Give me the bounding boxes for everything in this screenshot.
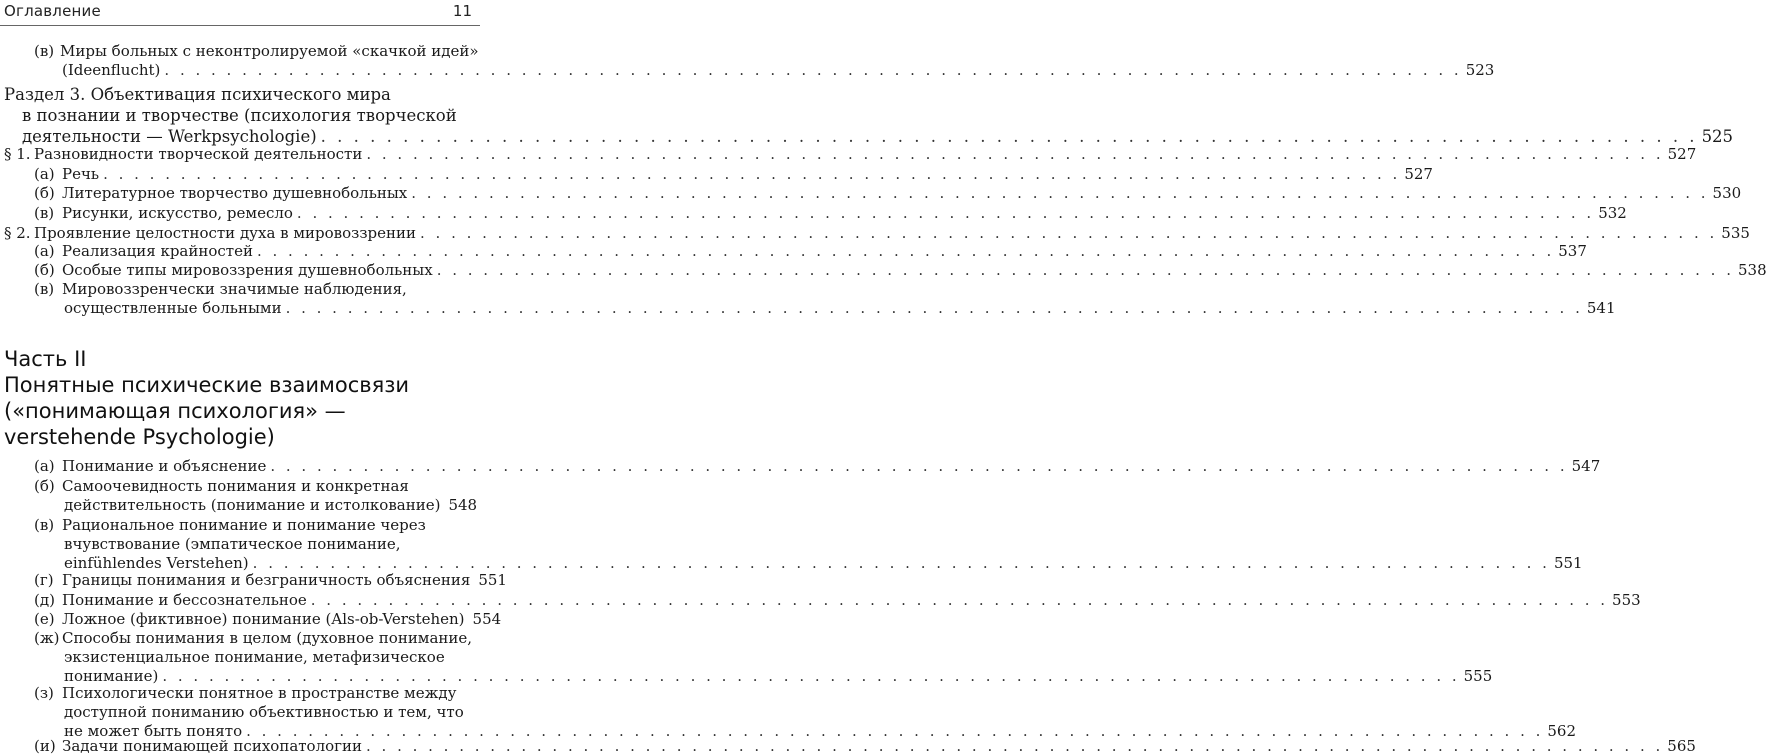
dot-leader [420, 224, 1717, 243]
dot-leader [103, 165, 1400, 184]
toc-entry [34, 477, 478, 515]
entry-label: (в) [34, 516, 55, 534]
entry-title-line: Проявление целостности духа в мировоззрении [34, 224, 416, 242]
entry-page-number: 551 [478, 571, 507, 589]
toc-entry [34, 516, 1583, 573]
part-heading-line: verstehende Psychologie) [4, 425, 275, 449]
entry-page-number: 547 [1571, 457, 1601, 475]
entry-title-line: Задачи понимающей психопатологии [62, 737, 362, 755]
entry-title-line: Миры больных с неконтролируемой «скачкой идей» [60, 42, 479, 60]
entry-page-number: 537 [1558, 242, 1587, 260]
part-heading-line: Часть II [4, 347, 87, 371]
toc-entry [34, 261, 1767, 280]
toc-entry [34, 204, 1627, 223]
entry-title-line: Ложное (фиктивное) понимание (Als-ob-Verstehen) [62, 610, 465, 628]
toc-entry [34, 457, 1601, 476]
running-header-title: Оглавление [4, 2, 101, 20]
section-heading [4, 84, 1734, 147]
entry-title-line: Реализация крайностей [62, 242, 253, 260]
dot-leader [297, 204, 1594, 223]
entry-page-number: 554 [472, 610, 502, 628]
part-heading-line: Понятные психические взаимосвязи [4, 373, 410, 397]
entry-title-line: понимание) [64, 667, 159, 685]
dot-leader [311, 591, 1608, 610]
entry-label: (а) [34, 457, 55, 475]
entry-title-line: Речь [62, 165, 100, 183]
part-heading-line: («понимающая психология» — [4, 399, 346, 423]
entry-title-line: Мировоззренчески значимые наблюдения, [62, 280, 407, 298]
entry-title-line: Самоочевидность понимания и конкретная [62, 477, 409, 495]
entry-label: § 2. [4, 224, 31, 242]
entry-title-line: Рисунки, искусство, ремесло [62, 204, 293, 222]
entry-title-line: осуществленные больными [64, 299, 282, 317]
entry-page-number: 541 [1586, 299, 1616, 317]
entry-title-line: Рациональное понимание и понимание через [62, 516, 426, 534]
dot-leader [366, 145, 1663, 164]
dot-leader [270, 457, 1567, 476]
header-rule [0, 25, 480, 26]
entry-title-line: доступной пониманию объективностью и тем, что [64, 703, 464, 721]
toc-entry [34, 684, 1577, 741]
entry-title-line: (Ideenflucht) [62, 61, 161, 79]
entry-title-line: действительность (понимание и истолкование) [64, 496, 441, 514]
entry-page-number: 527 [1667, 145, 1697, 163]
entry-page-number: 535 [1721, 224, 1750, 242]
entry-title-line: Способы понимания в целом (духовное понимание, [62, 629, 473, 647]
toc-entry [4, 224, 1750, 243]
dot-leader [366, 737, 1663, 756]
entry-label: (а) [34, 242, 55, 260]
entry-label: § 1. [4, 145, 31, 163]
entry-label: (е) [34, 610, 55, 628]
entry-label: (д) [34, 591, 55, 609]
entry-title-line: Литературное творчество душевнобольных [62, 184, 408, 202]
entry-page-number: 530 [1712, 184, 1742, 202]
running-header [0, 0, 480, 24]
entry-page-number: 523 [1465, 61, 1495, 79]
entry-title-line: Понимание и объяснение [62, 457, 267, 475]
entry-label: (а) [34, 165, 55, 183]
entry-title-line: Разновидности творческой деятельности [34, 145, 363, 163]
toc-entry [34, 737, 1696, 756]
dot-leader [286, 299, 1583, 318]
page-number: 11 [452, 2, 472, 20]
entry-page-number: 538 [1737, 261, 1767, 279]
toc-entry [34, 165, 1433, 184]
entry-title-line: Психологически понятное в пространстве между [62, 684, 457, 702]
toc-entry [34, 42, 1495, 80]
toc-entry [34, 591, 1641, 610]
dot-leader [257, 242, 1554, 261]
entry-label: (в) [34, 280, 55, 298]
toc-entry [34, 571, 507, 590]
entry-title-line: экзистенциальное понимание, метафизическое [64, 648, 445, 666]
toc-entry [34, 184, 1742, 203]
dot-leader [321, 126, 1698, 147]
entry-page-number: 562 [1547, 722, 1577, 740]
dot-leader [411, 184, 1708, 203]
entry-page-number: 525 [1701, 127, 1734, 146]
entry-title-line: вчувствование (эмпатическое понимание, [64, 535, 401, 553]
entry-page-number: 555 [1463, 667, 1493, 685]
entry-title-line: Понимание и бессознательное [62, 591, 307, 609]
entry-page-number: 532 [1598, 204, 1627, 222]
part-heading [4, 346, 474, 450]
entry-label: (б) [34, 261, 55, 279]
entry-page-number: 551 [1553, 554, 1583, 572]
section-heading-line: деятельности — Werkpsychologie) [22, 127, 317, 146]
entry-page-number: 565 [1667, 737, 1696, 755]
dot-leader [437, 261, 1734, 280]
entry-title-line: Особые типы мировоззрения душевнобольных [62, 261, 433, 279]
entry-page-number: 527 [1404, 165, 1433, 183]
entry-label: (ж) [34, 629, 60, 647]
dot-leader [164, 61, 1461, 80]
entry-page-number: 553 [1612, 591, 1641, 609]
entry-title-line: einfühlendes Verstehen) [64, 554, 249, 572]
entry-title-line: Границы понимания и безграничность объяснения [62, 571, 471, 589]
toc-entry [34, 610, 502, 629]
entry-page-number: 548 [448, 496, 478, 514]
entry-title-line: не может быть понято [64, 722, 243, 740]
entry-label: (г) [34, 571, 54, 589]
section-heading-line: в познании и творчестве (психология творческой [22, 106, 457, 125]
toc-entry [34, 629, 1493, 686]
toc-entry [4, 145, 1697, 164]
entry-label: (з) [34, 684, 54, 702]
toc-entry [34, 280, 1616, 318]
entry-label: (б) [34, 184, 55, 202]
section-heading-line: Раздел 3. Объективация психического мира [4, 85, 391, 104]
entry-label: (в) [34, 204, 55, 222]
toc-entry [34, 242, 1587, 261]
entry-label: (б) [34, 477, 55, 495]
entry-label: (в) [34, 42, 55, 60]
entry-label: (и) [34, 737, 56, 755]
